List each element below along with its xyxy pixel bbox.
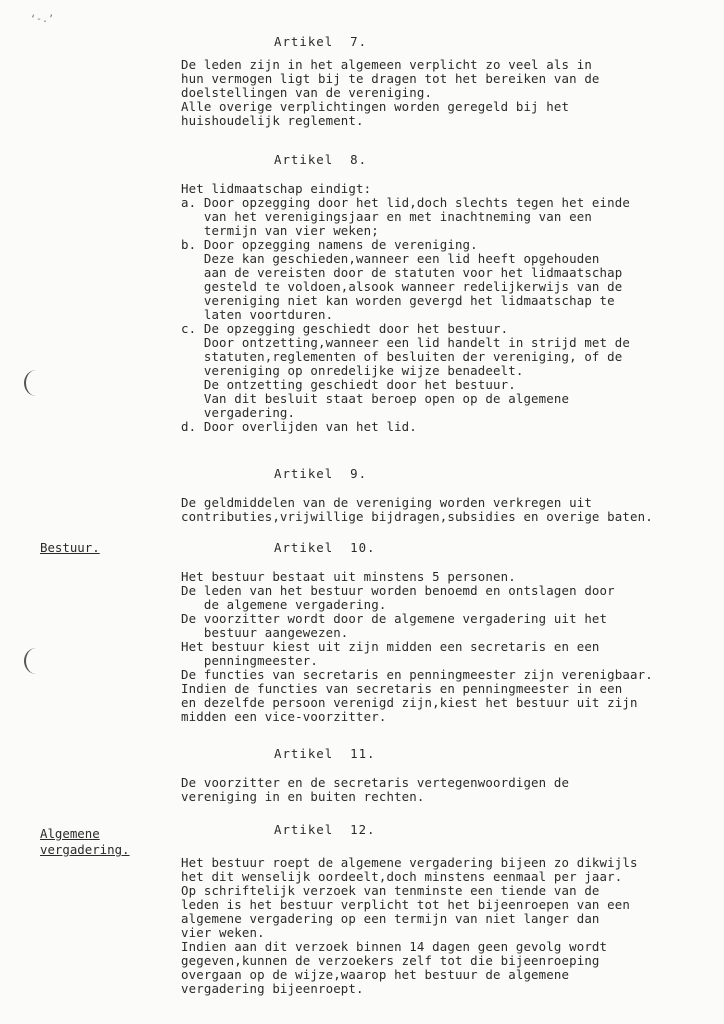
text-line: algemene vergadering op een termijn van niet langer dan bbox=[181, 911, 600, 926]
text-line: en dezelfde persoon verenigd zijn,kiest het bestuur uit zijn bbox=[181, 695, 638, 710]
text-line: De functies van secretaris en penningmeester zijn verenigbaar. bbox=[181, 667, 653, 682]
text-line: penningmeester. bbox=[181, 653, 318, 668]
text-line: vergadering. bbox=[181, 405, 296, 420]
article-heading: Artikel 9. bbox=[274, 466, 368, 481]
text-line: De geldmiddelen van de vereniging worden verkregen uit bbox=[181, 495, 592, 510]
text-line: vergadering bijeenroept. bbox=[181, 981, 364, 996]
text-line: Door ontzetting,wanneer een lid handelt in strijd met de bbox=[181, 335, 630, 350]
text-line: Het lidmaatschap eindigt: bbox=[181, 181, 372, 196]
article-heading: Artikel 11. bbox=[274, 746, 376, 761]
text-line: Op schriftelijk verzoek van tenminste een tiende van de bbox=[181, 883, 600, 898]
text-line: De voorzitter wordt door de algemene vergadering uit het bbox=[181, 611, 608, 626]
text-line: Deze kan geschieden,wanneer een lid heeft opgehouden bbox=[181, 251, 600, 266]
article-heading: Artikel 12. bbox=[274, 822, 376, 837]
text-line: overgaan op de wijze,waarop het bestuur de algemene bbox=[181, 967, 570, 982]
text-line: a. Door opzegging door het lid,doch slechts tegen het einde bbox=[181, 195, 630, 210]
text-line: vereniging in en buiten rechten. bbox=[181, 789, 425, 804]
article-heading: Artikel 8. bbox=[274, 152, 368, 167]
punch-hole bbox=[24, 370, 48, 396]
margin-note: Algemene bbox=[40, 826, 100, 841]
text-line: vereniging niet kan worden gevergd het lidmaatschap te bbox=[181, 293, 615, 308]
text-line: Het bestuur bestaat uit minstens 5 personen. bbox=[181, 569, 516, 584]
margin-note: vergadering. bbox=[40, 842, 130, 857]
text-line: vereniging op onredelijke wijze benadeelt. bbox=[181, 363, 524, 378]
text-line: Het bestuur kiest uit zijn midden een secretaris en een bbox=[181, 639, 600, 654]
text-line: termijn van vier weken; bbox=[181, 223, 379, 238]
article-heading: Artikel 10. bbox=[274, 540, 376, 555]
text-line: Indien aan dit verzoek binnen 14 dagen geen gevolg wordt bbox=[181, 939, 608, 954]
text-line: gegeven,kunnen de verzoekers zelf tot die bijeenroeping bbox=[181, 953, 600, 968]
text-line: huishoudelijk reglement. bbox=[181, 113, 364, 128]
text-line: c. De opzegging geschiedt door het bestuur. bbox=[181, 321, 509, 336]
text-line: doelstellingen van de vereniging. bbox=[181, 85, 433, 100]
text-line: Van dit besluit staat beroep open op de algemene bbox=[181, 391, 570, 406]
text-line: hun vermogen ligt bij te dragen tot het bereiken van de bbox=[181, 71, 600, 86]
text-line: van het verenigingsjaar en met inachtneming van een bbox=[181, 209, 592, 224]
text-line: gesteld te voldoen,alsook wanneer redelijkerwijs van de bbox=[181, 279, 623, 294]
text-line: De leden zijn in het algemeen verplicht zo veel als in bbox=[181, 57, 592, 72]
text-line: vier weken. bbox=[181, 925, 265, 940]
text-line: Het bestuur roept de algemene vergadering bijeen zo dikwijls bbox=[181, 855, 638, 870]
text-line: bestuur aangewezen. bbox=[181, 625, 349, 640]
text-line: contributies,vrijwillige bijdragen,subsidies en overige baten. bbox=[181, 509, 653, 524]
punch-hole bbox=[24, 648, 48, 674]
text-line: De leden van het bestuur worden benoemd en ontslagen door bbox=[181, 583, 615, 598]
text-line: laten voortduren. bbox=[181, 307, 334, 322]
text-line: b. Door opzegging namens de vereniging. bbox=[181, 237, 478, 252]
text-line: d. Door overlijden van het lid. bbox=[181, 419, 417, 434]
text-line: statuten,reglementen of besluiten der vereniging, of de bbox=[181, 349, 623, 364]
text-line: De voorzitter en de secretaris vertegenwoordigen de bbox=[181, 775, 570, 790]
text-line: De ontzetting geschiedt door het bestuur. bbox=[181, 377, 516, 392]
text-line: midden een vice-voorzitter. bbox=[181, 709, 387, 724]
article-heading: Artikel 7. bbox=[274, 34, 368, 49]
text-line: Alle overige verplichtingen worden geregeld bij het bbox=[181, 99, 570, 114]
text-line: leden is het bestuur verplicht tot het bijeenroepen van een bbox=[181, 897, 630, 912]
text-line: het dit wenselijk oordeelt,doch minstens eenmaal per jaar. bbox=[181, 869, 623, 884]
text-line: de algemene vergadering. bbox=[181, 597, 387, 612]
scan-mark: ‘-.’ bbox=[30, 14, 55, 25]
text-line: aan de vereisten door de statuten voor het lidmaatschap bbox=[181, 265, 623, 280]
text-line: Indien de functies van secretaris en penningmeester in een bbox=[181, 681, 623, 696]
margin-note: Bestuur. bbox=[40, 540, 100, 555]
